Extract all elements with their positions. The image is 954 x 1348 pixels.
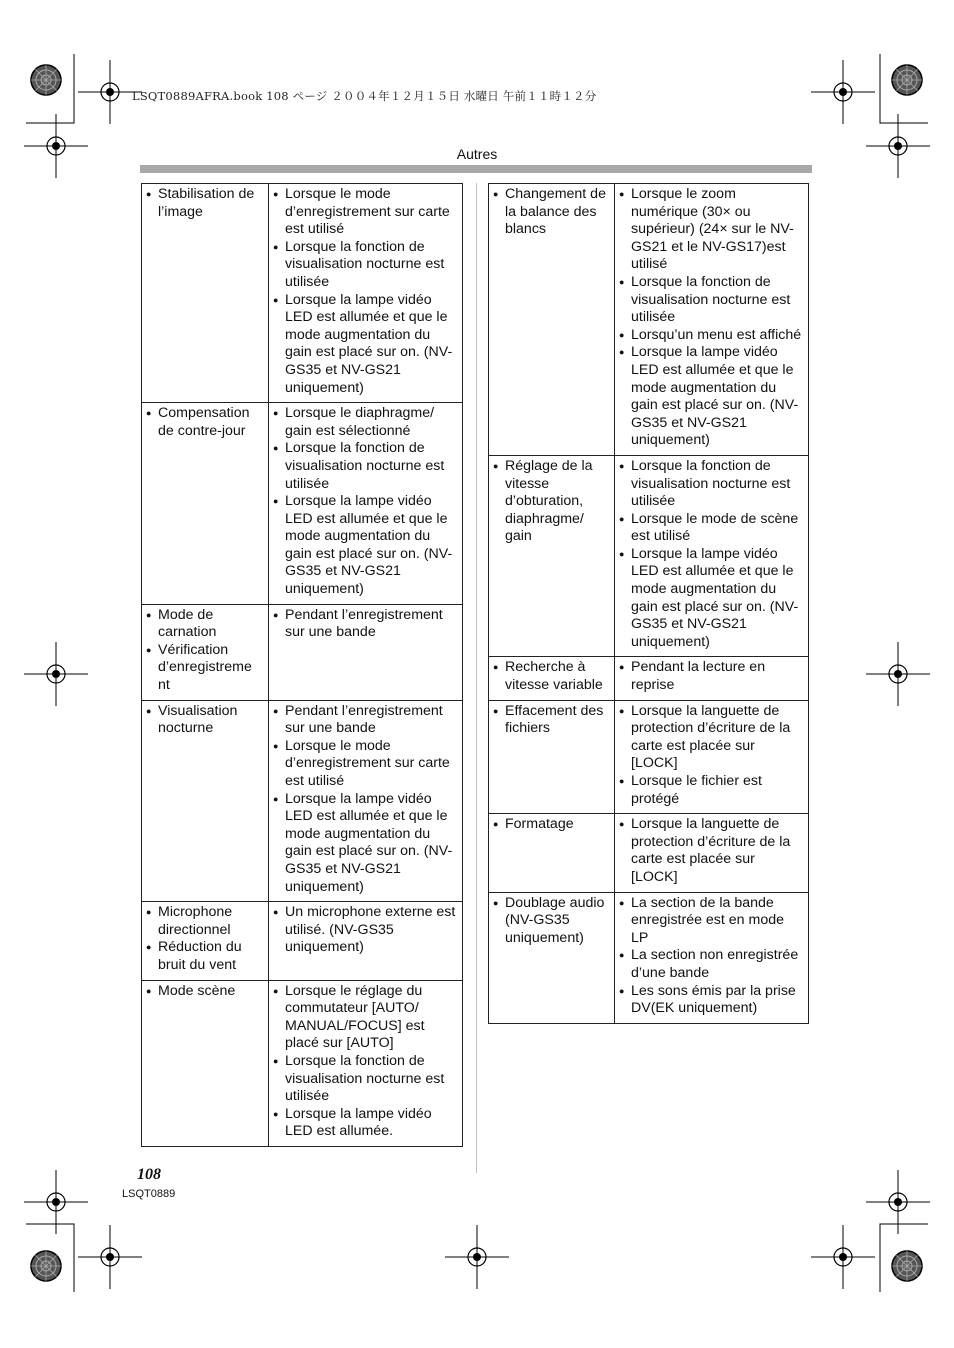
list-item: ● Un microphone externe est utilisé. (NV-GS35 uniquement) [273,904,458,957]
condition-cell [269,184,463,403]
feature-cell [142,184,269,403]
list-item: ● Lorsque la fonction de visualisation nocturne est utilisée [619,274,804,327]
condition-cell [269,980,463,1146]
table-row [489,700,809,814]
condition-cell [615,184,809,456]
condition-list [619,895,804,1018]
right-restrictions-table [488,183,809,1024]
list-item: ● Lorsque la fonction de visualisation nocturne est utilisée [273,239,458,292]
condition-list [619,458,804,652]
list-item: ● Vérification d’enregistreme nt [146,642,264,695]
list-item: ● Lorsque la languette de protection d’écriture de la carte est placée sur [LOCK] [619,703,804,773]
feature-cell [142,604,269,700]
table-row [489,814,809,892]
feature-list [146,904,264,974]
list-item: ● Pendant l’enregistrement sur une bande [273,607,458,642]
feature-list [493,659,610,694]
feature-cell [489,700,615,814]
registration-mark-icon [866,642,930,706]
list-item: ● Pendant la lecture en reprise [619,659,804,694]
condition-cell [269,403,463,605]
registration-mark-icon [811,1225,875,1289]
condition-list [619,703,804,809]
condition-cell [269,604,463,700]
color-wheel-icon [892,65,922,95]
condition-list [273,186,458,397]
list-item: ● Changement de la balance des blancs [493,186,610,239]
list-item: ● Lorsque la lampe vidéo LED est allumée et que le mode augmentation du gain est placé sur on. (NV-GS35 et NV-GS21 uniquement) [619,546,804,652]
list-item: ● Lorsqu’un menu est affiché [619,327,804,345]
table-row [489,184,809,456]
table-row [142,902,463,980]
table-row [142,700,463,902]
feature-cell [489,657,615,700]
feature-list [146,186,264,221]
list-item: ● Lorsque la lampe vidéo LED est allumée et que le mode augmentation du gain est placé sur on. (NV-GS35 et NV-GS21 uniquement) [619,344,804,450]
list-item: ● Stabilisation de l’image [146,186,264,221]
list-item: ● Lorsque la lampe vidéo LED est allumée et que le mode augmentation du gain est placé sur on. (NV-GS35 et NV-GS21 uniquement) [273,791,458,897]
registration-mark-icon [811,60,875,124]
list-item: ● La section de la bande enregistrée est en mode LP [619,895,804,948]
condition-list [273,405,458,599]
table-row [142,604,463,700]
table-row [489,455,809,657]
list-item: ● Doublage audio (NV-GS35 uniquement) [493,895,610,948]
page-number: 108 [137,1166,161,1183]
list-item: ● Les sons émis par la prise DV(EK uniquement) [619,983,804,1018]
feature-cell [142,403,269,605]
feature-list [146,983,264,1001]
feature-cell [489,814,615,892]
list-item: ● Lorsque la lampe vidéo LED est allumée et que le mode augmentation du gain est placé sur on. (NV-GS35 et NV-GS21 uniquement) [273,493,458,599]
registration-mark-icon [78,1225,142,1289]
left-restrictions-table [141,183,463,1147]
condition-cell [615,657,809,700]
condition-cell [269,902,463,980]
feature-list [493,703,610,738]
feature-cell [489,455,615,657]
list-item: ● Mode scène [146,983,264,1001]
list-item: ● Pendant l’enregistrement sur une bande [273,703,458,738]
list-item: ● Microphone directionnel [146,904,264,939]
list-item: ● Lorsque le mode d’enregistrement sur carte est utilisé [273,738,458,791]
table-row [142,403,463,605]
feature-list [146,703,264,738]
table-row [142,184,463,403]
registration-mark-icon [445,1225,509,1289]
table-row [489,657,809,700]
color-wheel-icon [31,65,61,95]
condition-list [273,983,458,1141]
list-item: ● Lorsque la fonction de visualisation nocturne est utilisée [273,1053,458,1106]
feature-list [146,607,264,695]
list-item: ● Mode de carnation [146,607,264,642]
condition-cell [615,700,809,814]
list-item: ● Lorsque le mode de scène est utilisé [619,511,804,546]
list-item: ● La section non enregistrée d’une bande [619,947,804,982]
column-divider [476,183,477,1173]
section-title: Autres [456,146,498,162]
condition-list [273,904,458,957]
feature-cell [142,902,269,980]
list-item: ● Lorsque la fonction de visualisation nocturne est utilisée [619,458,804,511]
condition-cell [269,700,463,902]
condition-list [273,703,458,897]
feature-list [493,186,610,239]
feature-list [146,405,264,440]
list-item: ● Lorsque la lampe vidéo LED est allumée et que le mode augmentation du gain est placé sur on. (NV-GS35 et NV-GS21 uniquement) [273,292,458,398]
list-item: ● Recherche à vitesse variable [493,659,610,694]
list-item: ● Effacement des fichiers [493,703,610,738]
feature-cell [489,184,615,456]
table-row [489,892,809,1023]
color-wheel-icon [892,1251,922,1281]
condition-cell [615,455,809,657]
condition-list [619,816,804,886]
list-item: ● Compensation de contre-jour [146,405,264,440]
condition-list [619,186,804,450]
list-item: ● Lorsque la lampe vidéo LED est allumée. [273,1106,458,1141]
condition-cell [615,892,809,1023]
list-item: ● Lorsque le diaphragme/ gain est sélectionné [273,405,458,440]
feature-cell [142,980,269,1146]
list-item: ● Lorsque la fonction de visualisation nocturne est utilisée [273,440,458,493]
color-wheel-icon [31,1251,61,1281]
list-item: ● Lorsque la languette de protection d’écriture de la carte est placée sur [LOCK] [619,816,804,886]
list-item: ● Lorsque le zoom numérique (30× ou supérieur) (24× sur le NV-GS21 et le NV-GS17)est utilisé [619,186,804,274]
condition-cell [615,814,809,892]
condition-list [619,659,804,694]
list-item: ● Visualisation nocturne [146,703,264,738]
list-item: ● Lorsque le mode d’enregistrement sur carte est utilisé [273,186,458,239]
feature-list [493,895,610,948]
document-code: LSQT0889 [122,1188,176,1200]
feature-list [493,816,610,834]
feature-list [493,458,610,546]
registration-mark-icon [24,642,88,706]
list-item: ● Lorsque le fichier est protégé [619,773,804,808]
table-row [142,980,463,1146]
list-item: ● Réduction du bruit du vent [146,939,264,974]
feature-cell [142,700,269,902]
condition-list [273,607,458,642]
feature-cell [489,892,615,1023]
list-item: ● Lorsque le réglage du commutateur [AUTO/ MANUAL/FOCUS] est placé sur [AUTO] [273,983,458,1053]
list-item: ● Formatage [493,816,610,834]
list-item: ● Réglage de la vitesse d’obturation, diaphragme/ gain [493,458,610,546]
section-bar [140,165,812,173]
print-file-header: LSQT0889AFRA.book 108 ページ ２００４年１２月１５日 水曜日 午前１１時１２分 [132,89,597,103]
